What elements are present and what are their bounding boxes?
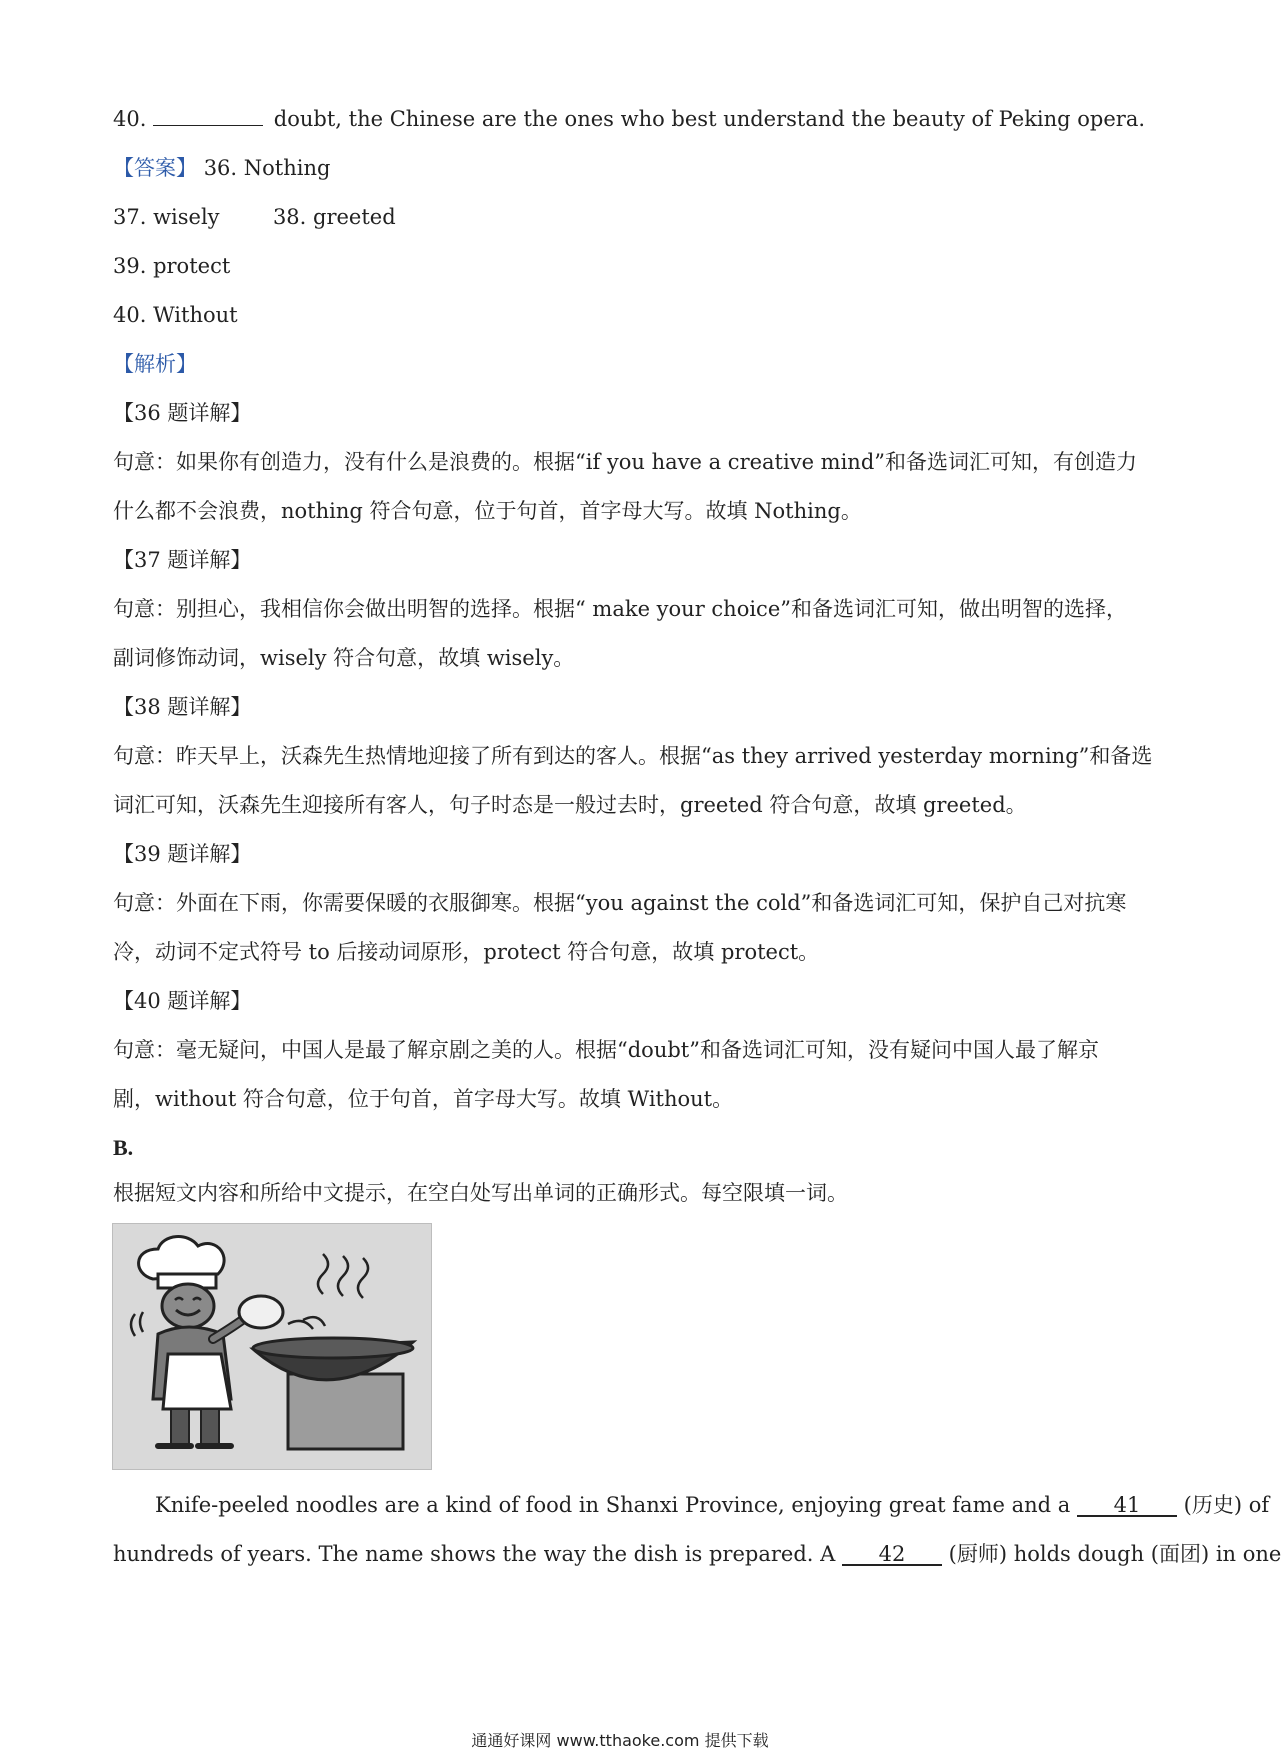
footer <box>0 1728 1240 1751</box>
explanation-text: 句意：别担心，我相信你会做出明智的选择。根据“ make your choice”和备选词汇可知，做出明智的选择， <box>113 597 1127 621</box>
section-instruction: 根据短文内容和所给中文提示，在空白处写出单词的正确形式。每空限填一词。 <box>113 1181 848 1205</box>
footer-url[interactable]: www.tthaoke.com <box>556 1731 700 1750</box>
explanation-heading: 【40 题详解】 <box>113 989 252 1013</box>
explanation-text: 句意：毫无疑问，中国人是最了解京剧之美的人。根据“doubt”和备选词汇可知，没有疑问中国人最了解京 <box>113 1038 1099 1062</box>
chef-cooking-icon <box>113 1224 431 1469</box>
explanation-heading: 【38 题详解】 <box>113 695 252 719</box>
explanation-text: 什么都不会浪费，nothing 符合句意，位于句首，首字母大写。故填 Nothing。 <box>113 499 862 523</box>
answer-36: 36. Nothing <box>203 156 331 180</box>
answer-blank <box>153 105 263 126</box>
passage-text: Knife-peeled noodles are a kind of food in Shanxi Province, enjoying great fame and a <box>155 1493 1071 1517</box>
question-number: 40. <box>113 107 147 131</box>
explanation-text: 句意：外面在下雨，你需要保暖的衣服御寒。根据“you against the cold”和备选词汇可知，保护自己对抗寒 <box>113 891 1127 915</box>
explanation-text: 冷，动词不定式符号 to 后接动词原形，protect 符合句意，故填 protect。 <box>113 940 820 964</box>
answer-line <box>113 153 330 183</box>
explanation-text: 句意：昨天早上，沃森先生热情地迎接了所有到达的客人。根据“as they arrived yesterday morning”和备选 <box>113 744 1153 768</box>
explanation-heading: 【37 题详解】 <box>113 548 252 572</box>
section-label: B. <box>113 1135 134 1160</box>
question-40 <box>113 104 1145 134</box>
passage-text: (厨师) holds dough (面团) in one <box>948 1542 1281 1566</box>
explanation-text: 词汇可知，沃森先生迎接所有客人，句子时态是一般过去时，greeted 符合句意，故填 greeted。 <box>113 793 1027 817</box>
explanation-heading: 【39 题详解】 <box>113 842 252 866</box>
answer-line <box>113 202 396 232</box>
passage-line <box>113 1539 1281 1569</box>
explanation-text: 剧，without 符合句意，位于句首，首字母大写。故填 Without。 <box>113 1087 734 1111</box>
answer-38: 38. greeted <box>272 205 396 229</box>
answer-40: 40. Without <box>113 303 238 327</box>
blank-41: 41 <box>1077 1495 1177 1517</box>
explanation-heading: 【36 题详解】 <box>113 401 252 425</box>
answer-37: 37. wisely <box>113 205 220 229</box>
question-text: doubt, the Chinese are the ones who best understand the beauty of Peking opera. <box>273 107 1146 131</box>
passage-text: (历史) of <box>1183 1493 1270 1517</box>
blank-42: 42 <box>842 1544 942 1566</box>
footer-site-name: 通通好课网 <box>471 1731 552 1750</box>
answer-tag: 【答案】 <box>113 156 197 180</box>
answer-39: 39. protect <box>113 254 231 278</box>
footer-suffix: 提供下载 <box>704 1731 769 1750</box>
passage-line <box>155 1490 1269 1520</box>
explanation-text: 副词修饰动词，wisely 符合句意，故填 wisely。 <box>113 646 575 670</box>
passage-text: hundreds of years. The name shows the way the dish is prepared. A <box>113 1542 836 1566</box>
explanation-text: 句意：如果你有创造力，没有什么是浪费的。根据“if you have a creative mind”和备选词汇可知，有创造力 <box>113 450 1138 474</box>
analysis-tag: 【解析】 <box>113 352 197 376</box>
chef-illustration <box>112 1223 432 1470</box>
